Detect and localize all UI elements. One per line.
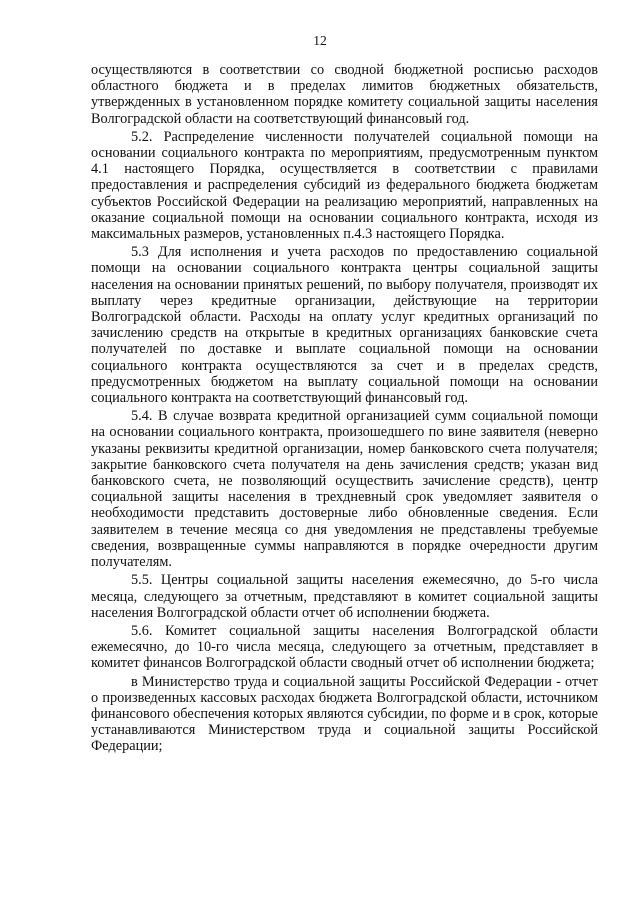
paragraph-5-2: 5.2. Распределение численности получателей социальной помощи на основании социального контракта по мероприятиям, предусмотренным пунктом 4.1 настоящего Порядка, осуществляется в соответствии с правилами предоставления и распределения субсидий из федерального бюджета бюджетам субъектов Российской Федерации на реализацию мероприятий, направленных на оказание социальной помощи на основании социального контракта, исходя из максимальных размеров, установленных п.4.3 настоящего Порядка. xyxy=(91,128,598,243)
paragraph-ministry-report: в Министерство труда и социальной защиты Российской Федерации - отчет о произведенных кассовых расходах бюджета Волгоградской области, источником финансового обеспечения которых являются субсидии, по форме и в срок, которые устанавливаются Министерством труда и социальной защиты Российской Федерации; xyxy=(91,673,598,755)
paragraph-5-5: 5.5. Центры социальной защиты населения ежемесячно, до 5-го числа месяца, следующего за отчетным, представляют в комитет социальной защиты населения Волгоградской области отчет об исполнении бюджета. xyxy=(91,572,598,621)
document-body xyxy=(91,62,598,755)
paragraph-continuation: осуществляются в соответствии со сводной бюджетной росписью расходов областного бюджета и в пределах лимитов бюджетных обязательств, утвержденных в установленном порядке комитету социальной защиты населения Волгоградской области на соответствующий финансовый год. xyxy=(91,62,598,127)
paragraph-5-4: 5.4. В случае возврата кредитной организацией сумм социальной помощи на основании социального контракта, произошедшего по вине заявителя (неверно указаны реквизиты кредитной организации, номер банковского счета получателя; закрытие банковского счета получателя на день зачисления средств; указан вид банковского счета, не позволяющий осуществить зачисление средств), центр социальной защиты населения в трехдневный срок уведомляет заявителя о необходимости представить достоверные либо обновленные сведения. Если заявителем в течение месяца со дня уведомления не представлены требуемые сведения, возвращенные суммы направляются в порядке очередности другим получателям. xyxy=(91,408,598,571)
page-number: 12 xyxy=(313,33,327,48)
paragraph-5-6: 5.6. Комитет социальной защиты населения Волгоградской области ежемесячно, до 10-го числа месяца, следующего за отчетным, представляет в комитет финансов Волгоградской области сводный отчет об исполнении бюджета; xyxy=(91,622,598,672)
paragraph-5-3: 5.3 Для исполнения и учета расходов по предоставлению социальной помощи на основании социального контракта центры социальной защиты населения на основании принятых решений, по выбору получателя, производят их выплату через кредитные организации, действующие на территории Волгоградской области. Расходы на оплату услуг кредитных организаций по зачислению средств на открытые в кредитных организациях банковские счета получателей по доставке и выплате социальной помощи на основании социального контракта осуществляются за счет и в пределах средств, предусмотренных бюджетом на выплату социальной помощи на основании социального контракта на соответствующий финансовый год. xyxy=(91,244,598,407)
